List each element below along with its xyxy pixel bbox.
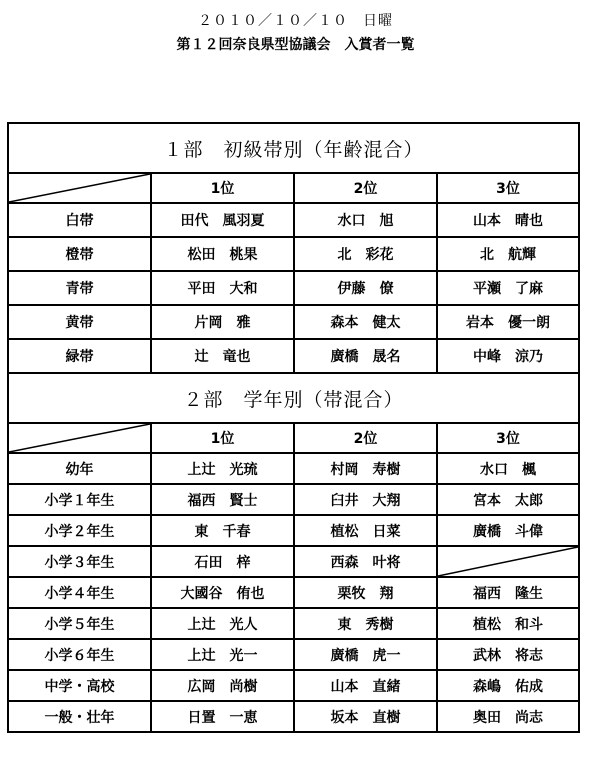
table-row: [8, 203, 579, 237]
winner-2nd: 坂本 直樹: [294, 701, 437, 732]
winner-1st: 上辻 光琉: [151, 453, 294, 484]
table-row: [8, 670, 579, 701]
row-label: 中学・高校: [8, 670, 151, 701]
winner-1st: 大國谷 侑也: [151, 577, 294, 608]
winner-2nd: 村岡 寿樹: [294, 453, 437, 484]
section2-title: ２部 学年別（帯混合）: [8, 373, 579, 423]
winner-3rd: 水口 楓: [437, 453, 579, 484]
winner-2nd: 森本 健太: [294, 305, 437, 339]
table-row: [8, 271, 579, 305]
section2-place-3-header: 3位: [437, 423, 579, 453]
winner-3rd: 北 航輝: [437, 237, 579, 271]
row-label: 青帯: [8, 271, 151, 305]
winner-2nd: 植松 日菜: [294, 515, 437, 546]
winner-2nd: 伊藤 僚: [294, 271, 437, 305]
winner-3rd: 奥田 尚志: [437, 701, 579, 732]
row-label: 橙帯: [8, 237, 151, 271]
winner-2nd: 北 彩花: [294, 237, 437, 271]
row-label: 小学１年生: [8, 484, 151, 515]
winner-2nd: 東 秀樹: [294, 608, 437, 639]
table-row: [8, 339, 579, 373]
section1-title: １部 初級帯別（年齢混合）: [8, 123, 579, 173]
winner-1st: 石田 梓: [151, 546, 294, 577]
winner-1st: 辻 竜也: [151, 339, 294, 373]
winner-3rd: 中峰 涼乃: [437, 339, 579, 373]
section1-corner-cell: [8, 173, 151, 203]
winner-2nd: 西森 叶将: [294, 546, 437, 577]
winner-1st: 日置 一恵: [151, 701, 294, 732]
section2-place-1-header: 1位: [151, 423, 294, 453]
row-label: 小学２年生: [8, 515, 151, 546]
section1-place-1-header: 1位: [151, 173, 294, 203]
section1-place-3-header: 3位: [437, 173, 579, 203]
document-date: ２０１０／１０／１０ 日曜: [198, 13, 393, 29]
results-table: [7, 122, 580, 733]
row-label: 小学３年生: [8, 546, 151, 577]
table-row: [8, 237, 579, 271]
winner-3rd: 岩本 優一朗: [437, 305, 579, 339]
winner-2nd: 廣橋 虎一: [294, 639, 437, 670]
row-label: 小学４年生: [8, 577, 151, 608]
table-row: [8, 608, 579, 639]
table-row: [8, 484, 579, 515]
table-row: [8, 453, 579, 484]
winner-2nd: 山本 直緒: [294, 670, 437, 701]
winner-1st: 広岡 尚樹: [151, 670, 294, 701]
section2-corner-cell: [8, 423, 151, 453]
winner-3rd: 森嶋 佑成: [437, 670, 579, 701]
row-label: 一般・壮年: [8, 701, 151, 732]
winner-1st: 片岡 雅: [151, 305, 294, 339]
winner-2nd: 廣橋 晟名: [294, 339, 437, 373]
table-row: [8, 577, 579, 608]
table-row: [8, 515, 579, 546]
winner-3rd: 武林 将志: [437, 639, 579, 670]
row-label: 緑帯: [8, 339, 151, 373]
winner-3rd: 山本 晴也: [437, 203, 579, 237]
winner-1st: 松田 桃果: [151, 237, 294, 271]
row-label: 小学６年生: [8, 639, 151, 670]
winner-3rd: 植松 和斗: [437, 608, 579, 639]
section2-place-2-header: 2位: [294, 423, 437, 453]
winner-3rd: 福西 隆生: [437, 577, 579, 608]
winner-1st: 上辻 光一: [151, 639, 294, 670]
winner-1st: 福西 賢士: [151, 484, 294, 515]
winner-2nd: 栗牧 翔: [294, 577, 437, 608]
row-label: 黄帯: [8, 305, 151, 339]
table-row: [8, 305, 579, 339]
section1-place-2-header: 2位: [294, 173, 437, 203]
table-row: [8, 701, 579, 732]
winner-2nd: 臼井 大翔: [294, 484, 437, 515]
winner-3rd: 宮本 太郎: [437, 484, 579, 515]
row-label: 小学５年生: [8, 608, 151, 639]
document-title: 第１２回奈良県型協議会 入賞者一覧: [176, 37, 415, 53]
table-row: [8, 639, 579, 670]
winner-3rd-vacant: [437, 546, 579, 577]
winner-2nd: 水口 旭: [294, 203, 437, 237]
row-label: 白帯: [8, 203, 151, 237]
winner-1st: 東 千春: [151, 515, 294, 546]
winner-1st: 田代 風羽夏: [151, 203, 294, 237]
table-row: [8, 546, 579, 577]
winner-1st: 平田 大和: [151, 271, 294, 305]
row-label: 幼年: [8, 453, 151, 484]
winner-3rd: 平瀬 了麻: [437, 271, 579, 305]
winner-3rd: 廣橋 斗偉: [437, 515, 579, 546]
winner-1st: 上辻 光人: [151, 608, 294, 639]
